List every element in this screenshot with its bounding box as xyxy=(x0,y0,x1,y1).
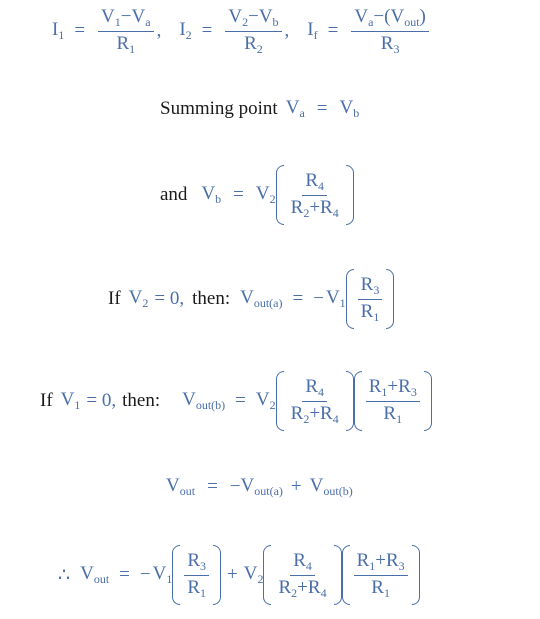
i1-symbol: $I_1$ xyxy=(52,19,65,42)
vout-a-symbol: $V_{out(a)}$ xyxy=(240,287,283,310)
vout-b-symbol: $V_{out(b)}$ xyxy=(309,475,353,498)
vout-symbol: $V_{out}$ xyxy=(166,475,196,498)
equals-sign: = xyxy=(201,20,213,41)
i2-symbol: $I_2$ xyxy=(179,19,192,42)
if-label: If xyxy=(108,288,121,309)
equals-sign: = xyxy=(233,184,244,205)
v2-symbol: $V_2$ xyxy=(255,389,276,412)
then-label: then: xyxy=(192,288,231,309)
gain-fraction-a: $\frac{R_3}{R_1}$ xyxy=(172,545,221,605)
gain-fraction: $\frac{R_1+R_3}{R_1}$ xyxy=(354,371,432,431)
v1-symbol: $V_1$ xyxy=(60,389,81,412)
vb-symbol: $V_b$ xyxy=(339,97,360,120)
i2-fraction: $\frac{V_2-V_b}{R_2}$ xyxy=(225,6,281,57)
equals-sign: = xyxy=(327,20,339,41)
equation-vout-b xyxy=(40,370,432,432)
equation-summing-point xyxy=(160,94,359,124)
vout-symbol: $V_{out}$ xyxy=(80,563,110,586)
equation-currents xyxy=(52,2,432,60)
divider-fraction: $\frac{R_4}{R_2+R_4}$ xyxy=(276,165,354,225)
if-label: If xyxy=(40,390,53,411)
v2-symbol: $V_2$ xyxy=(128,287,149,310)
equals-zero: = 0, xyxy=(86,390,117,411)
plus-sign: + xyxy=(290,476,302,497)
equals-sign: = xyxy=(207,476,218,497)
comma: , xyxy=(284,20,290,41)
equals-sign: = xyxy=(316,98,328,119)
v2-symbol: $V_2$ xyxy=(255,183,276,206)
gain-fraction: $\frac{R_3}{R_1}$ xyxy=(346,269,395,329)
equals-sign: = xyxy=(74,20,86,41)
summing-point-label: Summing point xyxy=(160,98,278,119)
gain-fraction-b: $\frac{R_1+R_3}{R_1}$ xyxy=(342,545,420,605)
i1-fraction: $\frac{V_1-V_a}{R_1}$ xyxy=(98,6,154,57)
v1-symbol: $V_1$ xyxy=(325,287,346,310)
equals-sign: = xyxy=(235,390,246,411)
vb-symbol: $V_b$ xyxy=(201,183,222,206)
minus-sign: − xyxy=(313,288,324,309)
vout-b-symbol: $V_{out(b)}$ xyxy=(182,389,226,412)
equation-vout-a xyxy=(108,268,394,330)
comma: , xyxy=(156,20,162,41)
equation-vb xyxy=(160,164,354,226)
and-label: and xyxy=(160,184,188,205)
v1-symbol: $V_1$ xyxy=(152,563,173,586)
equals-sign: = xyxy=(119,564,130,585)
if-symbol: $I_f$ xyxy=(307,19,318,42)
divider-fraction: $\frac{R_4}{R_2+R_4}$ xyxy=(276,371,354,431)
vout-a-symbol: $V_{out(a)}$ xyxy=(240,475,283,498)
equation-vout-sum xyxy=(166,472,353,502)
plus-sign: + xyxy=(227,564,238,585)
minus-sign: − xyxy=(139,564,151,585)
if-fraction: $\frac{V_a-(V_{out})}{R_3}$ xyxy=(351,6,429,57)
therefore-symbol: ∴ xyxy=(58,564,71,586)
minus-sign: − xyxy=(229,476,241,497)
equals-zero: = 0, xyxy=(154,288,185,309)
equals-sign: = xyxy=(292,288,304,309)
va-symbol: $V_a$ xyxy=(285,97,305,120)
divider-fraction: $\frac{R_4}{R_2+R_4}$ xyxy=(263,545,341,605)
v2-symbol: $V_2$ xyxy=(243,563,264,586)
equation-vout-final xyxy=(58,544,420,606)
then-label: then: xyxy=(122,390,161,411)
